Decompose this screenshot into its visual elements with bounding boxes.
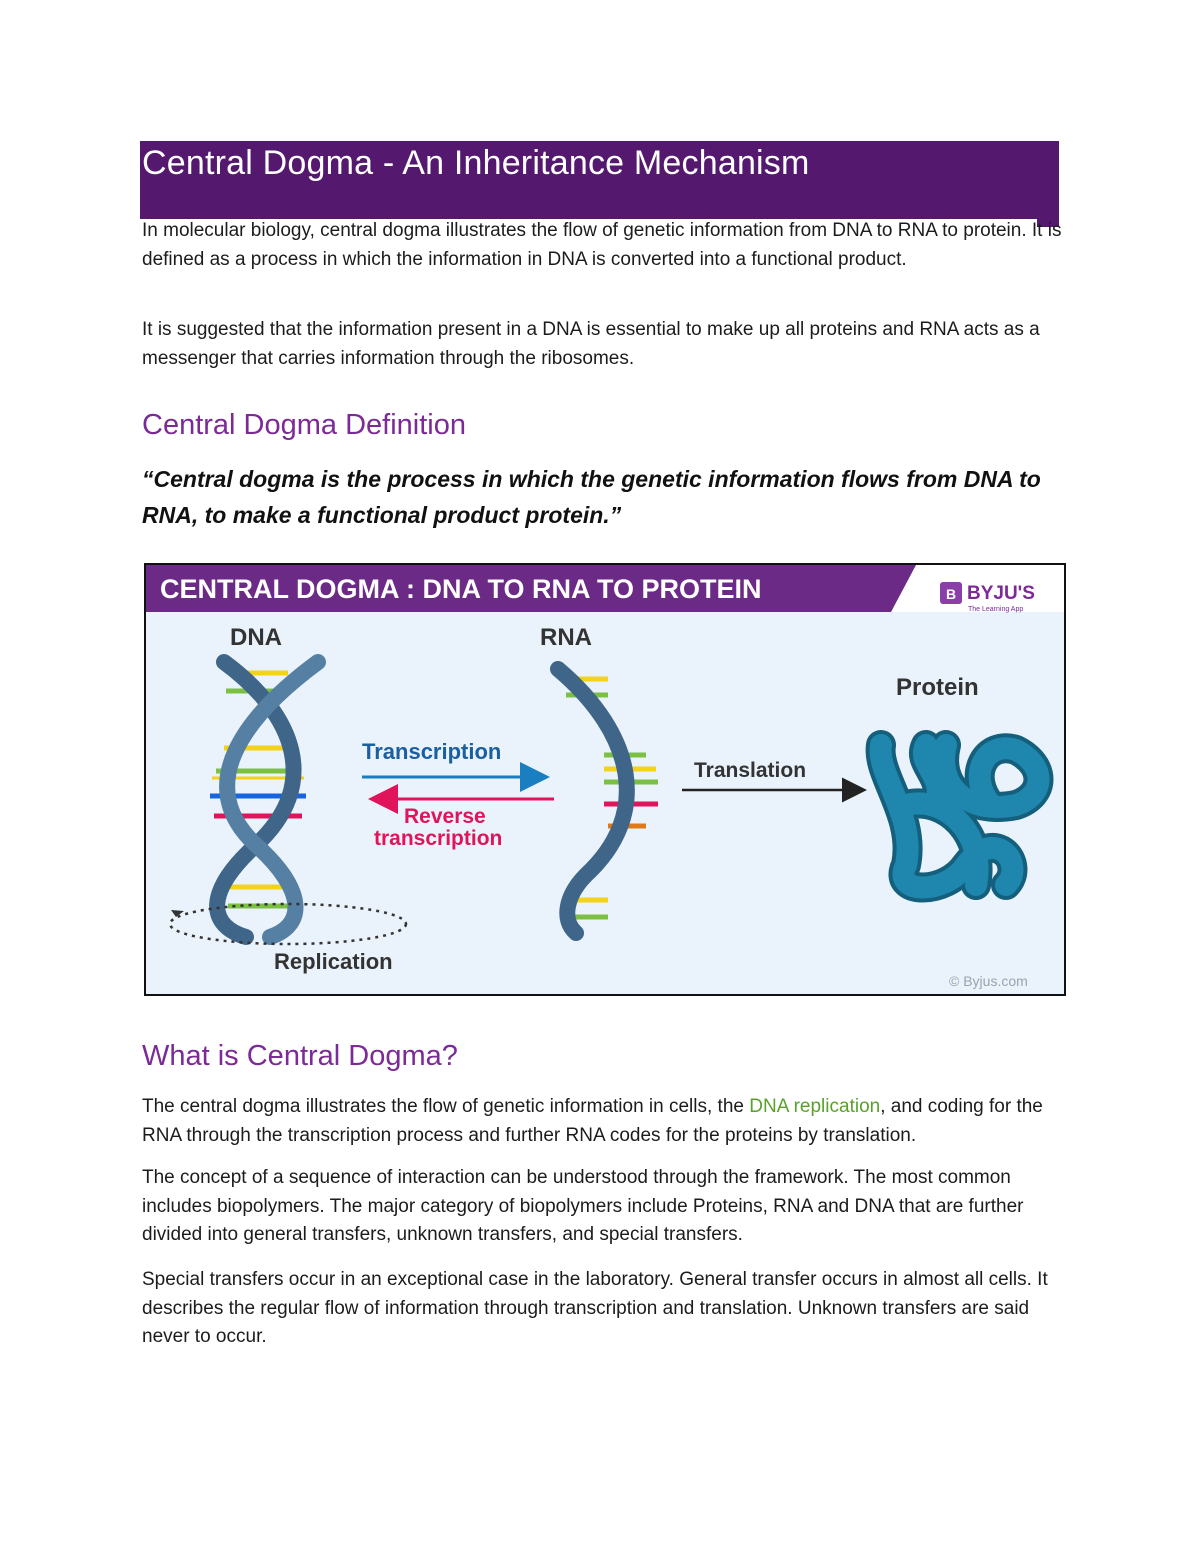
protein-shape xyxy=(881,745,1039,888)
paragraph-text: The central dogma illustrates the flow of genetic information in cells, the xyxy=(142,1096,750,1117)
definition-heading: Central Dogma Definition xyxy=(142,409,466,441)
dna-helix xyxy=(210,662,318,937)
translation-label: Translation xyxy=(694,759,807,782)
svg-text:BYJU'S: BYJU'S xyxy=(967,583,1035,604)
svg-text:B: B xyxy=(946,586,957,602)
what-is-heading: What is Central Dogma? xyxy=(142,1040,458,1072)
central-dogma-figure xyxy=(144,563,1066,996)
rna-strand xyxy=(558,669,658,933)
what-is-paragraph-3: Special transfers occur in an exceptional case in the laboratory. General transfer occurs in almost all cells. It describes the regular flow of information through transcription and translation. Unknown transfers are said never to occur. xyxy=(142,1269,1048,1347)
banner-text: CENTRAL DOGMA : DNA TO RNA TO PROTEIN xyxy=(160,574,762,604)
page-title: Central Dogma - An Inheritance Mechanism xyxy=(142,144,810,182)
dna-replication-link[interactable]: DNA replication xyxy=(749,1096,881,1117)
rna-label: RNA xyxy=(540,624,592,651)
protein-label: Protein xyxy=(896,674,979,701)
transcription-label: Transcription xyxy=(362,739,502,764)
reverse-label-1: Reverse xyxy=(404,805,486,828)
replication-label: Replication xyxy=(274,949,393,974)
intro-paragraph-1: In molecular biology, central dogma illustrates the flow of genetic information from DNA to RNA to protein. It is defined as a process in which the information in DNA is converted into a functional product. xyxy=(142,220,1062,270)
central-dogma-diagram xyxy=(146,565,1064,994)
intro-paragraph-2: It is suggested that the information present in a DNA is essential to make up all proteins and RNA acts as a messenger that carries information through the ribosomes. xyxy=(142,319,1040,369)
copyright-text: © Byjus.com xyxy=(949,973,1028,989)
what-is-paragraph-2: The concept of a sequence of interaction can be understood through the framework. The most common includes biopolymers. The major category of biopolymers include Proteins, RNA and DNA that are further divided into general transfers, unknown transfers, and special transfers. xyxy=(142,1167,1024,1245)
dna-label: DNA xyxy=(230,624,282,651)
what-is-paragraph-1 xyxy=(142,1093,1062,1150)
svg-text:The Learning App: The Learning App xyxy=(968,606,1024,613)
definition-quote: “Central dogma is the process in which the genetic information flows from DNA to RNA, to make a functional product protein.” xyxy=(142,466,1041,528)
reverse-label-2: transcription xyxy=(374,827,503,850)
paragraph-text: , and coding for the RNA through the transcription process and further RNA codes for the proteins by translation. xyxy=(142,1096,1043,1146)
